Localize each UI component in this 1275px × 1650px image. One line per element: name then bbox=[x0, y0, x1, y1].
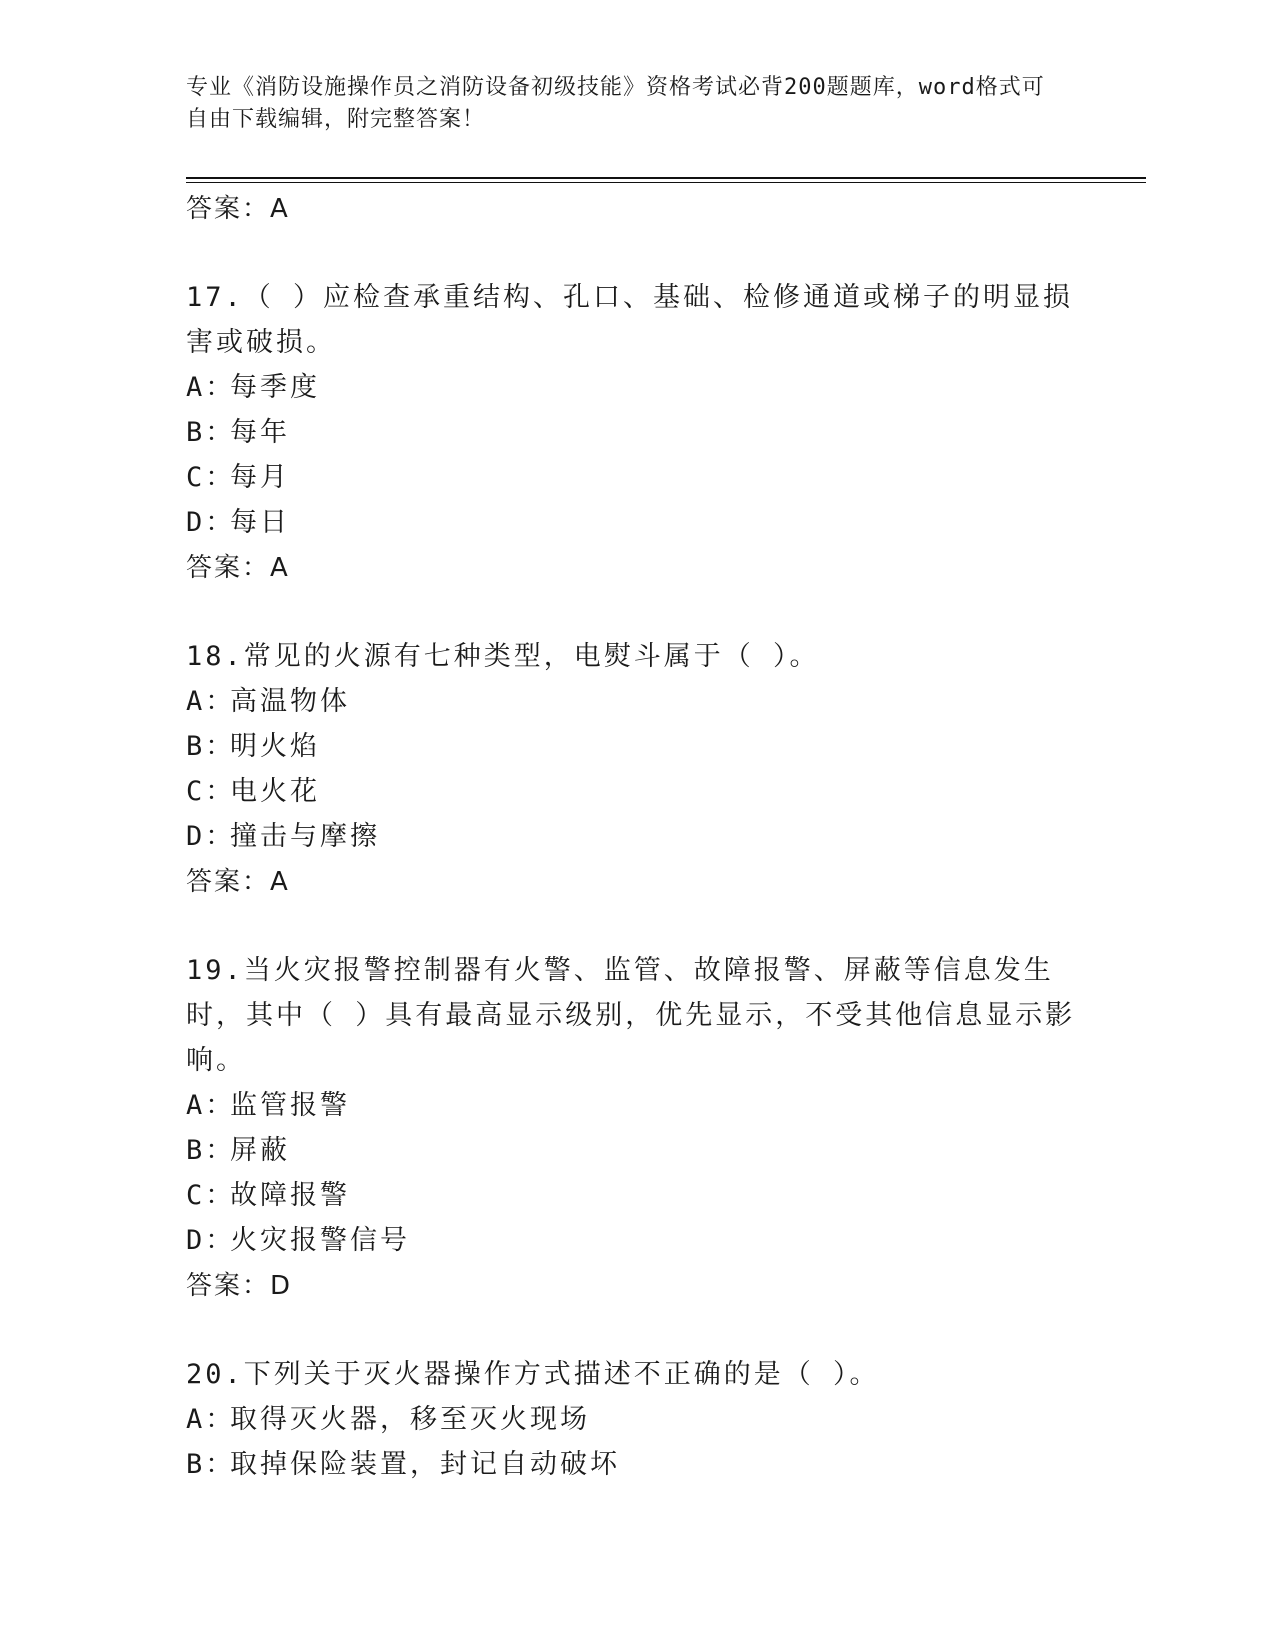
question-18 bbox=[186, 634, 1086, 905]
document-header: 专业《消防设施操作员之消防设备初级技能》资格考试必背200题题库，word格式可自由下载编辑，附完整答案！ bbox=[186, 75, 1045, 132]
option-text: 每年 bbox=[230, 417, 290, 448]
option-b bbox=[186, 410, 1086, 455]
option-key: D： bbox=[186, 507, 236, 538]
option-key: C： bbox=[186, 462, 236, 493]
header-rule-thick bbox=[186, 177, 1146, 179]
question-stem: 20.下列关于灭火器操作方式描述不正确的是（ ）。 bbox=[186, 1359, 880, 1390]
option-key: B： bbox=[186, 417, 236, 448]
option-key: C： bbox=[186, 1180, 236, 1211]
option-key: D： bbox=[186, 821, 236, 852]
option-text: 取得灭火器，移至灭火现场 bbox=[230, 1404, 590, 1435]
option-a bbox=[186, 679, 1086, 724]
answer-line: 答案：A bbox=[186, 867, 290, 897]
option-key: B： bbox=[186, 1449, 236, 1480]
option-text: 故障报警 bbox=[230, 1180, 350, 1211]
option-key: B： bbox=[186, 731, 236, 762]
option-d bbox=[186, 814, 1086, 859]
option-text: 每季度 bbox=[230, 372, 320, 403]
option-c bbox=[186, 769, 1086, 814]
option-text: 电火花 bbox=[230, 776, 320, 807]
option-key: A： bbox=[186, 686, 236, 717]
option-text: 火灾报警信号 bbox=[230, 1225, 410, 1256]
option-d bbox=[186, 1218, 1086, 1263]
option-a bbox=[186, 1397, 1086, 1442]
option-key: B： bbox=[186, 1135, 236, 1166]
question-20 bbox=[186, 1352, 1086, 1487]
option-a bbox=[186, 1083, 1086, 1128]
option-c bbox=[186, 455, 1086, 500]
question-19 bbox=[186, 948, 1086, 1309]
option-b bbox=[186, 724, 1086, 769]
option-text: 明火焰 bbox=[230, 731, 320, 762]
answer-line: 答案：D bbox=[186, 1271, 293, 1301]
option-a bbox=[186, 365, 1086, 410]
option-key: A： bbox=[186, 1090, 236, 1121]
option-key: D： bbox=[186, 1225, 236, 1256]
option-text: 屏蔽 bbox=[230, 1135, 290, 1166]
option-text: 取掉保险装置，封记自动破坏 bbox=[230, 1449, 620, 1480]
option-b bbox=[186, 1442, 1086, 1487]
question-list bbox=[186, 186, 1086, 1487]
option-key: C： bbox=[186, 776, 236, 807]
question-17 bbox=[186, 275, 1086, 591]
header-rule-thin bbox=[186, 182, 1146, 183]
option-key: A： bbox=[186, 1404, 236, 1435]
answer-line: 答案：A bbox=[186, 194, 290, 224]
question-stem: 18.常见的火源有七种类型，电熨斗属于（ ）。 bbox=[186, 641, 820, 672]
option-text: 每日 bbox=[230, 507, 290, 538]
question-stem: 17.（ ）应检查承重结构、孔口、基础、检修通道或梯子的明显损害或破损。 bbox=[186, 282, 1074, 358]
option-c bbox=[186, 1173, 1086, 1218]
option-d bbox=[186, 500, 1086, 545]
option-text: 监管报警 bbox=[230, 1090, 350, 1121]
option-key: A： bbox=[186, 372, 236, 403]
option-text: 每月 bbox=[230, 462, 290, 493]
answer-line: 答案：A bbox=[186, 553, 290, 583]
question-stem: 19.当火灾报警控制器有火警、监管、故障报警、屏蔽等信息发生时，其中（ ）具有最高显示级别，优先显示，不受其他信息显示影响。 bbox=[186, 955, 1076, 1076]
option-text: 高温物体 bbox=[230, 686, 350, 717]
option-text: 撞击与摩擦 bbox=[230, 821, 380, 852]
option-b bbox=[186, 1128, 1086, 1173]
